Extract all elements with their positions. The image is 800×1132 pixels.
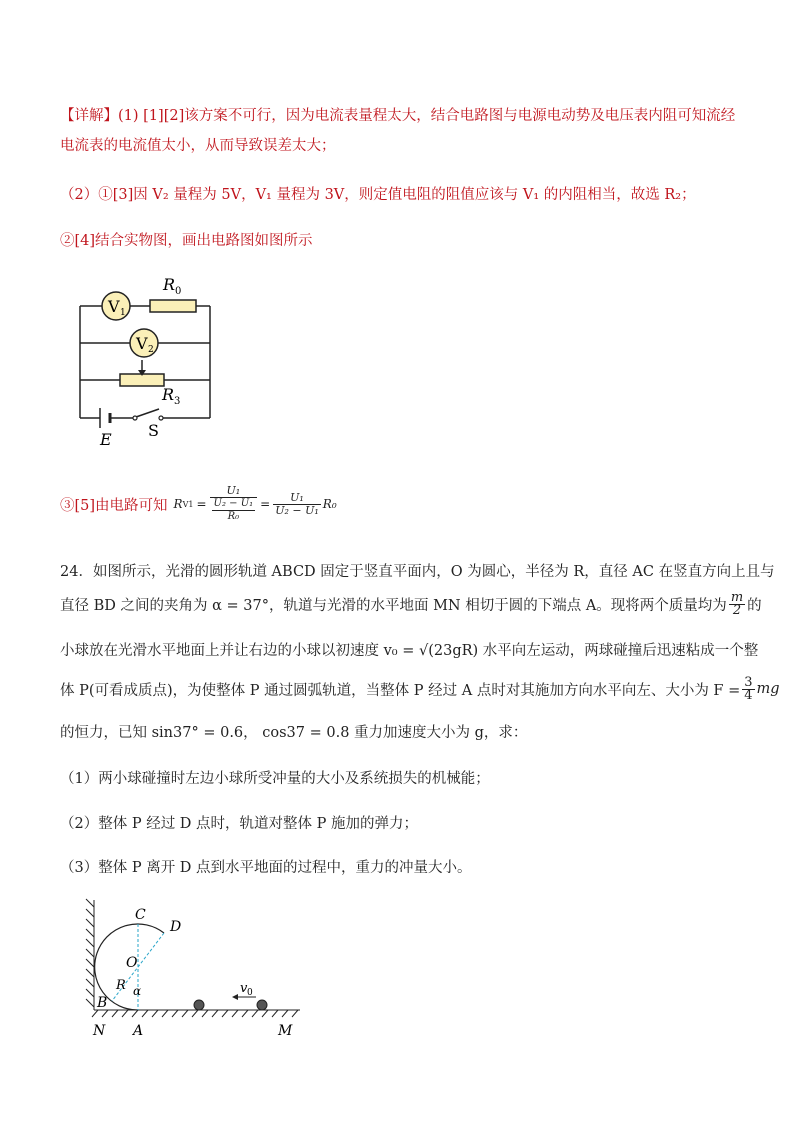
label-d: D <box>170 919 182 935</box>
switch-contact-right <box>159 416 163 420</box>
question-line-1: 24．如图所示，光滑的圆形轨道 ABCD 固定于竖直平面内，O 为圆心，半径为 R，直径 AC 在竖直方向上且与 <box>60 564 775 580</box>
formula: R V1 = $\frac{\text{U₁}}{\frac{\text{U₂ − U₁}}{\text{R₀}}}$ = $\frac{\text{U₁}}{\text{U₂ − U₁}}$ R₀ <box>173 484 337 522</box>
formula-prefix: ③[5]由电路可知 <box>60 497 168 514</box>
sub-question-2: （2）整体 P 经过 D 点时，轨道对整体 P 施加的弹力； <box>60 816 419 832</box>
question-line-2: 直径 BD 之间的夹角为 α = 37°，轨道与光滑的水平地面 MN 相切于圆的下端点 A。现将两个质量均为 $\frac{m}{2}$ 的 <box>60 589 762 618</box>
v1-label: V <box>108 297 120 316</box>
switch-contact-left <box>133 416 137 420</box>
label-m: M <box>278 1023 293 1039</box>
v2-sub: 2 <box>148 345 154 355</box>
v1-sub: 1 <box>120 308 126 318</box>
label-r: R <box>116 978 126 993</box>
arrow-head-icon <box>232 994 238 1000</box>
v2-label: V <box>136 334 148 353</box>
label-n: N <box>93 1023 106 1039</box>
answer-line-1: 【详解】(1) [1][2]该方案不可行，因为电流表量程太大，结合电路图与电源电动势及电压表内阻可知流经 <box>60 108 736 124</box>
answer-line-2: 电流表的电流值太小，从而导致误差太大； <box>60 138 336 154</box>
r3-sub: 3 <box>174 396 181 407</box>
question-line-4: 体 P(可看成质点)，为使整体 P 通过圆弧轨道，当整体 P 经过 A 点时对其施加方向水平向左、大小为 F = $\frac{3}{4}$ mg <box>60 674 780 703</box>
answer-line-3: （2）①[3]因 V₂ 量程为 5V，V₁ 量程为 3V，则定值电阻的阻值应该与 V₁ 的内阻相当，故选 R₂； <box>60 187 696 203</box>
answer-line-4: ②[4]结合实物图，画出电路图如图所示 <box>60 233 313 249</box>
fraction-2: $\frac{\text{U₁}}{\text{U₂ − U₁}}$ <box>275 490 319 517</box>
label-b: B <box>97 995 108 1011</box>
s-label: S <box>148 421 159 440</box>
circuit-diagram <box>70 268 220 453</box>
detail-tag: 【详解】 <box>60 108 118 124</box>
r0-sub: 0 <box>175 286 182 297</box>
label-c: C <box>135 907 146 923</box>
question-line-3: 小球放在光滑水平地面上并让右边的小球以初速度 v₀ = √(23gR) 水平向左运动，两球碰撞后迅速粘成一个整 <box>60 643 759 659</box>
question-number: 24． <box>60 564 93 580</box>
ball-right <box>257 1000 267 1010</box>
sub-question-3: （3）整体 P 离开 D 点到水平地面的过程中，重力的冲量大小。 <box>60 860 472 876</box>
label-v0: v <box>240 981 248 996</box>
ball-left <box>194 1000 204 1010</box>
r3-label: R <box>162 385 175 404</box>
label-v0-sub: 0 <box>247 988 253 998</box>
track-diagram <box>80 895 310 1045</box>
label-alpha: α <box>133 984 142 998</box>
label-a: A <box>133 1023 144 1039</box>
label-o: O <box>126 955 138 971</box>
r0-label: R <box>163 275 176 294</box>
e-label: E <box>100 430 112 449</box>
resistor-r0 <box>150 300 196 312</box>
question-line-5: 的恒力，已知 sin37° = 0.6， cos37 = 0.8 重力加速度大小为 g，求： <box>60 725 528 741</box>
fraction-1: $\frac{\text{U₁}}{\frac{\text{U₂ − U₁}}{\text{R₀}}}$ <box>210 485 258 523</box>
sub-question-1: （1）两小球碰撞时左边小球所受冲量的大小及系统损失的机械能； <box>60 771 490 787</box>
formula-line <box>60 480 337 528</box>
